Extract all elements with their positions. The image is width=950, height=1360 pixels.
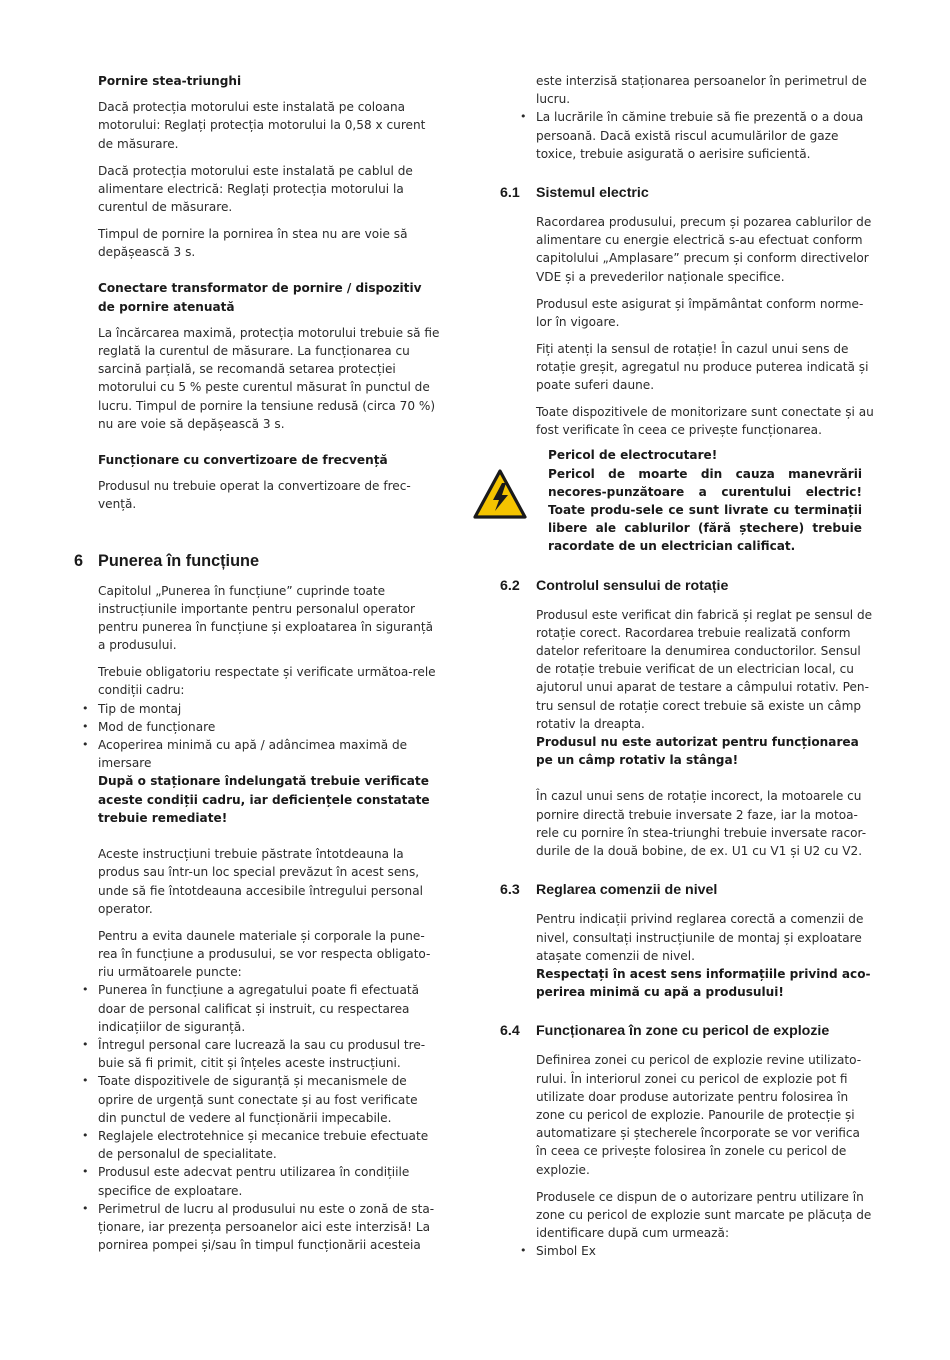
section-6-1-paragraph-4: Toate dispozitivele de monitorizare sunt conectate și au fost verificate în ceea ce privește funcționarea.	[536, 405, 874, 438]
conditions-list	[98, 700, 440, 773]
list-item: • Întregul personal care lucrează la sau cu produsul tre-buie să fi primit, citit și înțeles aceste instrucțiuni.	[98, 1036, 440, 1072]
list-item: • Perimetrul de lucru al produsului nu este o zonă de sta-ționare, iar prezența persoanelor aici este interzisă! La pornirea pompei și/sau în timpul funcționării acesteia	[98, 1200, 440, 1255]
list-item: • Mod de funcționare	[98, 718, 440, 736]
safety-points-list	[98, 981, 440, 1254]
list-item: • Produsul este adecvat pentru utilizarea în condițiile specifice de exploatare.	[98, 1163, 440, 1199]
section-6-1-paragraph-3: Fiți atenți la sensul de rotație! În cazul unui sens de rotație greșit, agregatul nu produce puterea indicată și poate suferi daune.	[536, 341, 869, 393]
list-item: • La lucrările în cămine trebuie să fie prezentă o a doua persoană. Dacă există riscul acumulărilor de gaze toxice, trebuie asigurată o aerisire suficientă.	[536, 108, 874, 163]
section-6-2-number: 6.2	[500, 577, 520, 594]
list-item: • Simbol Ex	[536, 1242, 874, 1260]
frequency-converter-heading: Funcționare cu convertizoare de frecvență	[98, 453, 388, 468]
section-6-conditions-intro: Trebuie obligatoriu respectate și verificate următoa-rele condiții cadru:	[98, 665, 436, 698]
section-6-3-number: 6.3	[500, 882, 520, 899]
star-delta-heading: Pornire stea-triunghi	[98, 74, 242, 88]
section-6-2-paragraph-2: În cazul unui sens de rotație incorect, la motoarele cu pornire directă trebuie inversate 2 faze, iar la motoa-rele cu pornire în stea-triunghi trebuie inversate racor-durile de la două bobine, de ex. U1 cu V1 și U2 cu V2.	[536, 789, 867, 859]
left-column	[74, 72, 440, 1254]
frequency-converter-paragraph: Produsul nu trebuie operat la convertizoare de frec-vență.	[98, 479, 411, 512]
section-6-1-paragraph-1: Racordarea produsului, precum și pozarea cablurilor de alimentare cu energie electrică s-au efectuat conform capitolului „Amplasare” precum și conform directivelor VDE și a prevederilor naționale specifice.	[536, 215, 872, 284]
right-column	[500, 72, 874, 1260]
section-6-3-paragraph: Pentru indicații privind reglarea corectă a comenzii de nivel, consultați instrucțiunile de montaj și exploatare atașate comenzii de nivel.	[536, 912, 864, 963]
conditions-note: După o staționare îndelungată trebuie verificate aceste condiții cadru, iar deficiențele constatate trebuie remediate!	[98, 774, 430, 825]
section-6-4-title: Funcționarea în zone cu pericol de explozie	[536, 1023, 830, 1040]
section-6-intro: Capitolul „Punerea în funcțiune” cuprinde toate instrucțiunile importante pentru personalul operator pentru punerea în funcțiune și exploatarea în siguranță a produsului.	[98, 583, 434, 653]
electric-hazard-warning-icon	[472, 468, 528, 520]
section-6-2-warning-text: Produsul nu este autorizat pentru funcționarea pe un câmp rotativ la stânga!	[536, 735, 859, 768]
list-item: • Reglajele electrotehnice și mecanice trebuie efectuate de personalul de specialitate.	[98, 1127, 440, 1163]
section-6-1-paragraph-2: Produsul este asigurat și împământat conform norme-lor în vigoare.	[536, 296, 864, 329]
section-6-3-heading	[500, 880, 874, 900]
spacer	[536, 769, 874, 787]
star-delta-paragraph-1: Dacă protecția motorului este instalată pe coloana motorului: Reglați protecția motorului la 0,58 x curent de măsurare.	[98, 100, 426, 151]
section-6-3-warning-text: Respectați în acest sens informațiile privind aco-perirea minimă cu apă a produsului!	[536, 966, 871, 1000]
star-delta-paragraph-3: Timpul de pornire la pornirea în stea nu are voie să depășească 3 s.	[98, 227, 408, 260]
section-6-title: Punerea în funcțiune	[98, 551, 260, 570]
spacer	[98, 827, 440, 845]
star-delta-paragraph-2: Dacă protecția motorului este instalată pe cablul de alimentare electrică: Reglați protecția motorului la curentul de măsurare.	[98, 163, 413, 215]
section-6-2-paragraph-1: Produsul este verificat din fabrică și reglat pe sensul de rotație corect. Racordarea trebuie realizată conform datelor referitoare la denumirea conductorilor. Sensul de rotație trebuie verificat de un electrician local, cu ajutorul unui aparat de testare a câmpului rotativ. Pen-tru sensul de rotație corect trebuie să existe un câmp rotativ la dreapta.	[536, 607, 873, 731]
list-item: • Acoperirea minimă cu apă / adâncimea maximă de imersare	[98, 736, 440, 772]
list-item: • Toate dispozitivele de siguranță și mecanismele de oprire de urgență sunt conectate și au fost verificate din punctul de vedere al funcționării impecabile.	[98, 1072, 440, 1127]
section-6-heading	[74, 550, 440, 572]
warning-body: Pericol de moarte din cauza manevrării necores-punzătoare a curentului electric! Toate produ-sele ce sunt livrate cu terminații libere ale cablurilor (fără ștechere) trebuie racordate de un electrician calificat.	[548, 466, 862, 554]
continued-text: este interzisă staționarea persoanelor în perimetrul de lucru.	[536, 74, 867, 107]
softstart-heading: Conectare transformator de pornire / dispozitiv de pornire atenuată	[98, 281, 422, 314]
ex-marking-list	[536, 1242, 874, 1260]
section-6-storage-paragraph: Aceste instrucțiuni trebuie păstrate întotdeauna la produs sau într-un loc special prevăzut în acest sens, unde să fie întotdeauna accesibile întregului personal operator.	[98, 847, 423, 916]
list-item: • Tip de montaj	[98, 700, 440, 718]
section-6-4-paragraph-1: Definirea zonei cu pericol de explozie revine utilizato-rului. În interiorul zonei cu pericol de explozie pot fi utilizate doar produse autorizate pentru folosirea în zone cu pericol de explozie. Panourile de protecție și automatizare și ștecherele încorporate se vor verifica în ceea ce privește folosirea în zonele cu pericol de explozie.	[536, 1053, 862, 1177]
continued-list	[536, 108, 874, 163]
section-6-2-heading	[500, 576, 874, 596]
section-6-2-title: Controlul sensului de rotație	[536, 577, 729, 594]
section-6-1-heading	[500, 183, 874, 203]
section-6-1-number: 6.1	[500, 185, 520, 202]
section-6-points-intro: Pentru a evita daunele materiale și corporale la pune-rea în funcțiune a produsului, se vor respecta obligato-riu următoarele puncte:	[98, 928, 431, 980]
warning-title: Pericol de electrocutare!	[548, 448, 718, 463]
electric-hazard-warning	[548, 446, 862, 555]
softstart-paragraph: La încărcarea maximă, protecția motorului trebuie să fie reglată la curentul de măsurare. La funcționarea cu sarcină parțială, se recomandă setarea protecției motorului cu 5 % peste curentul măsurat în punctul de lucru. Timpul de pornire la tensiune redusă (circa 70 %) nu are voie să depășească 3 s.	[98, 325, 440, 431]
section-6-1-title: Sistemul electric	[536, 185, 649, 202]
section-6-number: 6	[74, 551, 84, 570]
section-6-3-title: Reglarea comenzii de nivel	[536, 882, 718, 899]
section-6-4-heading	[500, 1021, 874, 1041]
section-6-4-paragraph-2: Produsele ce dispun de o autorizare pentru utilizare în zone cu pericol de explozie sunt marcate pe plăcuța de identificare după cum urmează:	[536, 1189, 872, 1240]
section-6-4-number: 6.4	[500, 1023, 520, 1040]
list-item: • Punerea în funcțiune a agregatului poate fi efectuată doar de personal calificat și instruit, cu respectarea indicațiilor de siguranță.	[98, 981, 440, 1036]
